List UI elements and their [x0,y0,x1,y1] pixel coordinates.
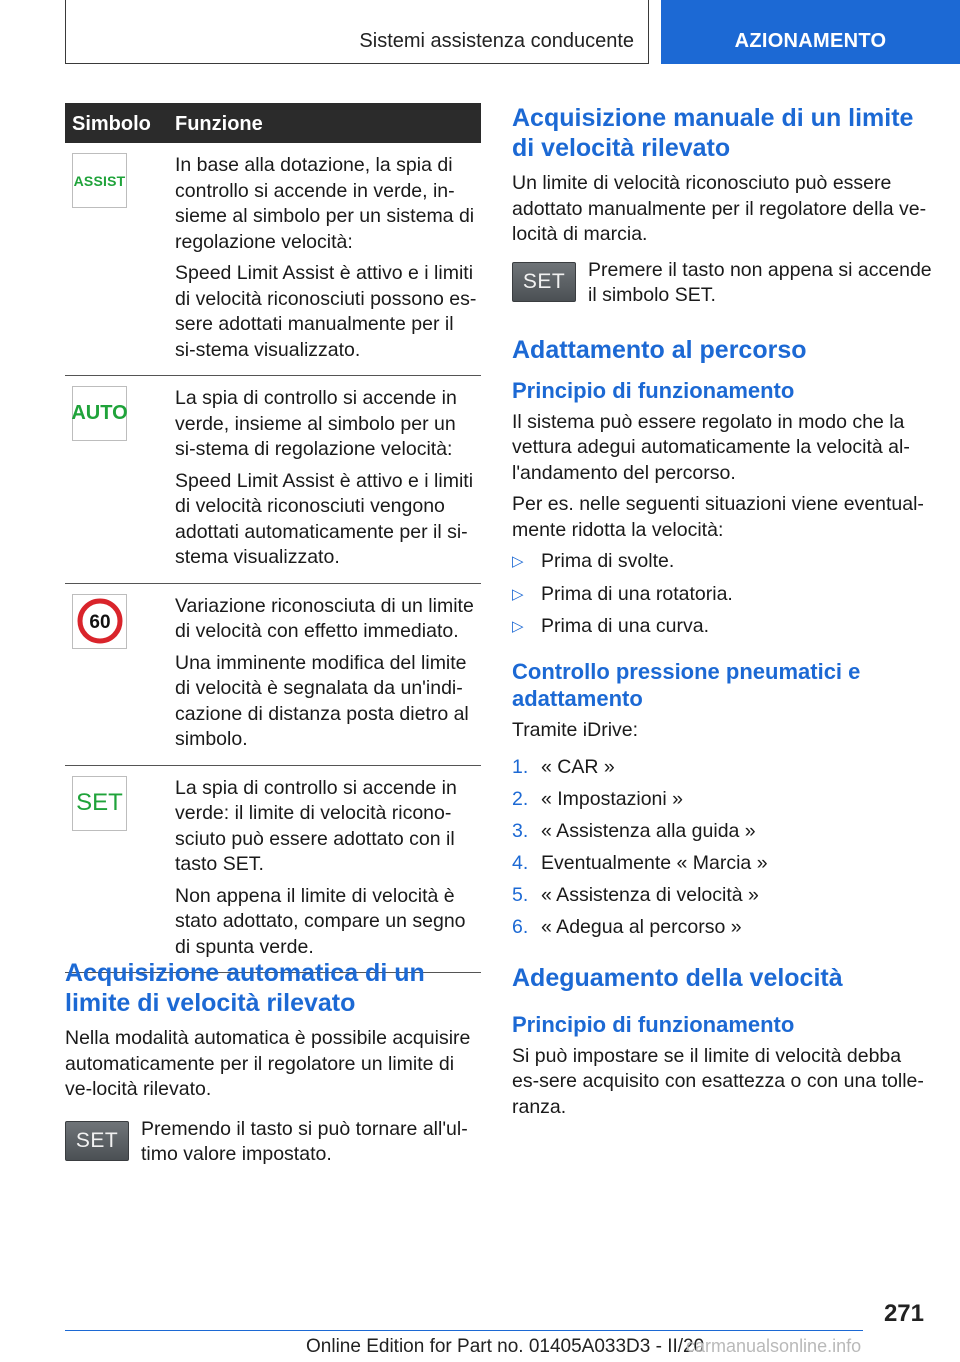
section-title: Adattamento al percorso [512,335,807,364]
section-title: Acquisizione manuale di un limite di velocità rilevato [512,104,914,162]
table-header [65,103,481,143]
row-description: Speed Limit Assist è attivo e i limiti di velocità riconosciuti vengono adottati automaticamente per il si-stema visualizzato. [175,469,474,568]
set-button-icon: SET [65,1121,129,1161]
section-body: Un limite di velocità riconosciuto può essere adottato manualmente per il regolatore della ve-locità di marcia. [512,172,927,245]
list-item: 5. « Assistenza di velocità » [512,884,759,906]
header-chapter-title: AZIONAMENTO [734,30,887,52]
row-description: La spia di controllo si accende in verde, insieme al simbolo per un si-stema di regolazione velocità: [175,387,457,460]
footer-divider [65,1330,863,1331]
table-row [65,376,481,584]
list-item: 4. Eventualmente « Marcia » [512,852,768,874]
set-button-description: Premendo il tasto si può tornare all'ul-timo valore impostato. [141,1117,468,1165]
row-description: Una imminente modifica del limite di velocità è segnalata da un'indi-cazione di distanza posta dietro al simbolo. [175,651,469,750]
set-button-description: Premere il tasto non appena si accende il simbolo SET. [588,258,932,306]
set-indicator-icon: SET [72,776,127,831]
row-description: Variazione riconosciuta di un limite di velocità con effetto immediato. [175,594,474,642]
automatic-acquisition-section [65,958,481,1168]
row-description: In base alla dotazione, la spia di controllo si accende in verde, in-sieme al simbolo per un sistema di regolazione velocità: [175,154,475,253]
subsection-title: Principio di funzionamento [512,1011,795,1037]
row-description: Speed Limit Assist è attivo e i limiti di velocità riconosciuti possono es-sere adottati manualmente per il si-stema visualizzato. [175,262,477,361]
watermark: carmanualsonline.info [686,1336,862,1356]
section-body: Tramite iDrive: [512,718,639,741]
list-item: ▷ Prima di svolte. [512,550,675,572]
table-header-function: Funzione [175,113,263,135]
right-column [512,103,932,1120]
page-number: 271 [883,1300,924,1327]
table-row [65,143,481,376]
header-chapter-tab[interactable] [661,0,960,64]
auto-indicator-icon: AUTO [72,386,127,441]
list-item: ▷ Prima di una rotatoria. [512,582,733,605]
section-body: Nella modalità automatica è possibile acquisire automaticamente per il regolatore un limite di ve-locità rilevato. [65,1027,471,1100]
set-button-icon: SET [512,262,576,302]
assist-indicator-icon: ASSIST [72,153,127,208]
row-description: La spia di controllo si accende in verde: il limite di velocità ricono-sciuto può essere adottato con il tasto SET. [175,776,457,875]
list-item: 1. « CAR » [512,756,615,778]
row-description: Non appena il limite di velocità è stato adottato, compare un segno di spunta verde. [175,884,466,958]
list-item: 3. « Assistenza alla guida » [512,820,756,842]
symbol-table [65,103,481,973]
table-row [65,584,481,766]
section-body: Si può impostare se il limite di velocità debba es-sere acquisito con esattezza o con una tolle-ranza. [512,1044,924,1118]
section-title: Acquisizione automatica di un limite di velocità rilevato [65,959,425,1017]
footer-edition: Online Edition for Part no. 01405A033D3 - II/20 [306,1336,705,1357]
svg-text:60: 60 [88,612,111,633]
subsection-title: Controllo pressione pneumatici e adattamento [512,658,861,711]
table-header-symbol: Simbolo [72,113,151,135]
list-item: 6. « Adegua al percorso » [512,916,742,938]
list-item: ▷ Prima di una curva. [512,615,709,637]
table-row [65,766,481,974]
header-section-tab [65,0,649,64]
numbered-list [512,755,932,941]
header-section-title: Sistemi assistenza conducente [359,30,634,52]
section-body: Il sistema può essere regolato in modo che la vettura adegui automaticamente la velocità al-l'andamento del percorso. [512,410,910,484]
speed-limit-sign-icon [72,594,127,649]
subsection-title: Principio di funzionamento [512,377,795,403]
section-body: Per es. nelle seguenti situazioni viene eventual-mente ridotta la velocità: [512,493,924,541]
bullet-list [512,549,932,640]
section-title: Adeguamento della velocità [512,963,843,992]
list-item: 2. « Impostazioni » [512,788,683,810]
